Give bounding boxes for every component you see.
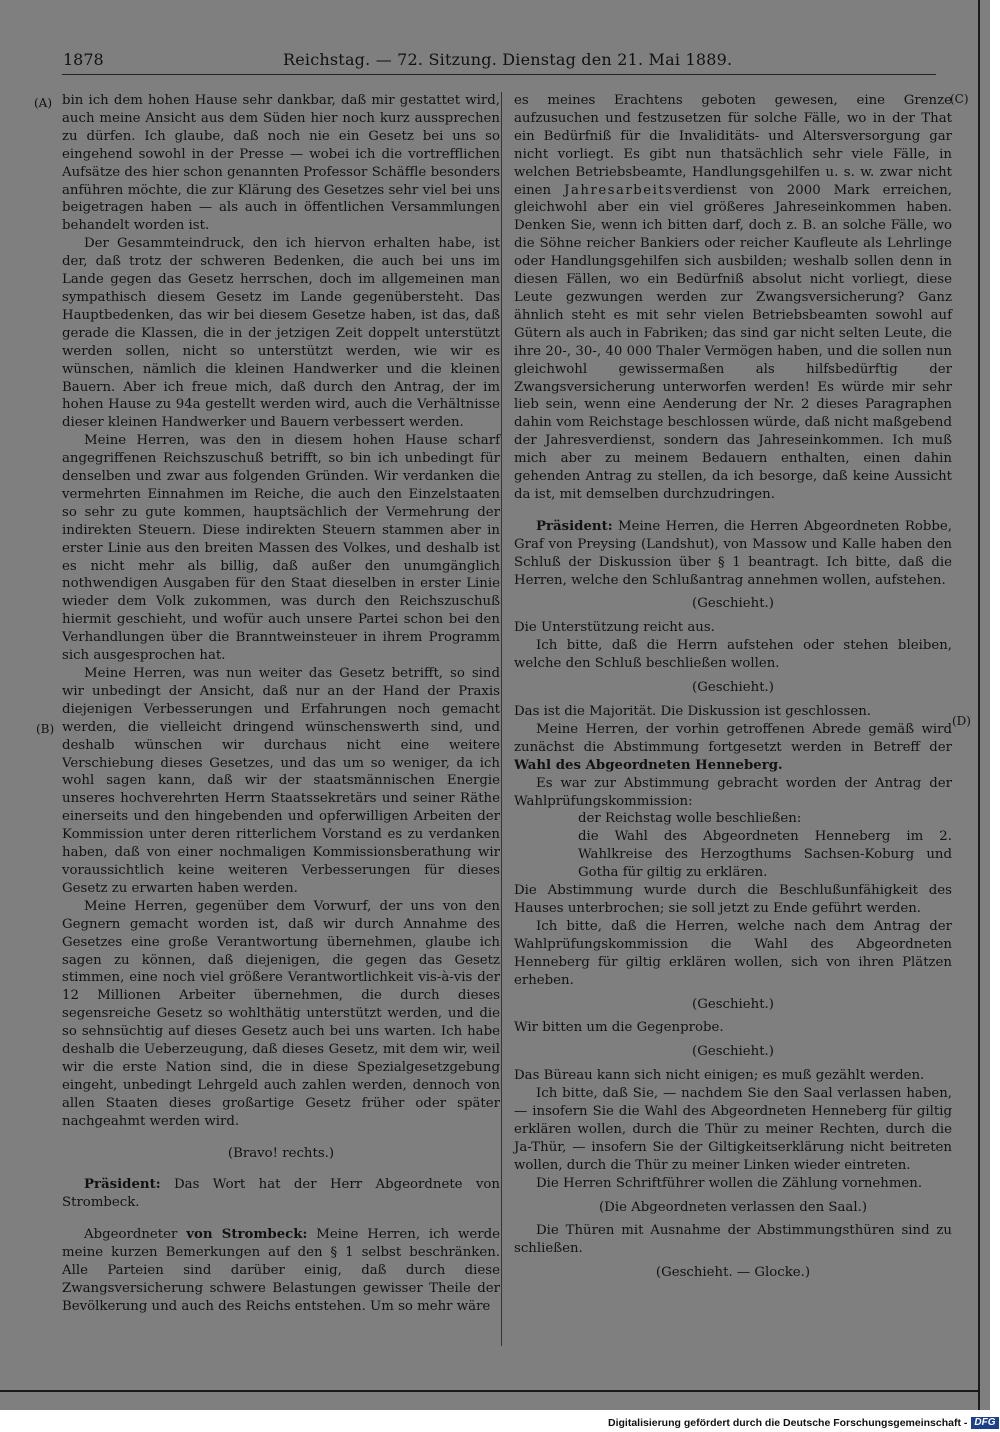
speaker-label: Präsident: [84,1177,161,1193]
paragraph: Die Thüren mit Ausnahme der Abstimmungsthüren sind zu schließen. [514,1223,952,1257]
paragraph: bin ich dem hohen Hause sehr dankbar, daß mir gestattet wird, auch meine Ansicht aus dem Süden hier noch kurz aussprechen zu dürfen. Ich glaube, daß noch nie ein Gesetz bei uns so eingehend sowohl in der Presse — wobei ich die vortrefflichen Aufsätze des hier schon genannten Professor Schäffle besonders anführen möchte, die zur Klärung des Gesetzes sehr viel bei uns beigetragen haben — als auch in öffentlichen Versammlungen behandelt worden ist. [62,93,500,234]
paragraph: Die Unterstützung reicht aus. [514,620,715,636]
page-number: 1878 [63,50,104,69]
dfg-logo: DFG [971,1417,998,1429]
header-title: Reichstag. — 72. Sitzung. Dienstag den 21. Mai 1889. [283,50,733,69]
digitization-footer [608,1416,996,1430]
paragraph: Meine Herren, was nun weiter das Gesetz betrifft, so sind wir unbedingt der Ansicht, daß nur an der Hand der Praxis diejenigen Verbesserungen und Erfahrungen noch gemacht werden, die vielleicht dringend wünschenswerth sind, und deshalb wünschen wir durchaus nicht eine weitere Verschiebung dieses Gesetzes, und das um so weniger, da ich wohl sagen kann, daß wir der staatsmännischen Energie unseres hochverehrten Herrn Staatssekretärs und seiner Räthe einerseits und den hingebenden und opferwilligen Arbeiten der Kommission unter deren ritterlichem Vorstand es zu verdanken haben, daß von einer nochmaligen Kommissionsberathung wir voraussichtlich keine weiteren Verbesserungen für dieses Gesetz zu erwarten haben werden. [62,666,500,896]
paragraph: Ich bitte, daß Sie, — nachdem Sie den Saal verlassen haben, — insofern Sie die Wahl des Abgeordneten Henneberg für giltig erklären wollen, durch die Thür zu meiner Rechten, durch die Ja-Thür, — insofern Sie der Giltigkeitserklärung nicht beitreten wollen, durch die Thür zu meiner Linken wieder eintreten. [514,1086,952,1173]
paragraph: Es war zur Abstimmung gebracht worden der Antrag der Wahlprüfungskommission: [514,775,952,809]
text-run: es meines Erachtens geboten gewesen, eine Grenze aufzusuchen und festzusetzen für solche Fälle, wo in der That ein Bedürfniß für die Invaliditäts- und Altersversorgung gar nicht vorliegt. Es gibt nun thatsächlich sehr viele Fälle, in welchen Betriebsbeamte, Handlungsgehilfen u. s. w. zwar nicht einen [514,93,952,198]
paragraph: Wir bitten um die Gegenprobe. [514,1020,724,1036]
stage-direction: (Geschieht.) [692,1044,774,1060]
speaker-statement [62,1226,500,1316]
margin-marker-d: (D) [952,714,971,728]
speaker-name: von Strombeck: [186,1227,308,1243]
margin-marker-c: (C) [950,92,969,106]
text-run: verdienst von 2000 Mark erreichen, gleichwohl aber ein viel größeres Jahreseinkommen haben. Denken Sie, wenn ich bitten darf, doch z. B. an solche Fälle, wo die Söhne reicher Bankiers oder reicher Kaufleute als Lehrlinge oder Handlungsgehilfen sich ausbilden; weshalb sollen denn in diesen Fällen, wo ein Bedürfniß absolut nicht vorliegt, diese Leute gezwungen werden zur Zwangsversicherung? Ganz ähnlich steht es mit sehr vielen Betriebsbeamten sowohl auf Gütern als auch in Fabriken; das sind gar nicht selten Leute, die ihre 20-, 30-, 40 000 Thaler Vermögen haben, und die sollen nun gleichwohl gewissermaßen als hilfsbedürftig der Zwangsversicherung unterworfen werden! Es würde mir sehr lieb sein, wenn eine Aenderung der Nr. 2 dieses Paragraphen dahin vom Reichstage beschlossen würde, daß nicht maßgebend der Jahresverdienst, sondern das Jahreseinkommen. Ich muß mich aber zu meinem Bedauern enthalten, einen dahin gehenden Antrag zu stellen, da ich besorge, daß keine Aussicht da ist, mit demselben durchzudringen. [514,182,952,502]
paragraph: Der Gesammteindruck, den ich hiervon erhalten habe, ist der, daß trotz der schweren Bedenken, die auch bei uns im Lande gegen das Gesetz herrschen, doch im allgemeinen man sympathisch diesem Gesetz im Lande gegenübersteht. Das Hauptbedenken, das wir bei diesem Gesetze haben, ist das, daß gerade die Klassen, die in der jetzigen Zeit doppelt unterstützt werden sollen, nicht so unterstützt werden, wie wir es wünschen, nämlich die kleinen Handwerker und die kleinen Bauern. Aber ich freue mich, daß durch den Antrag, der im hohen Hause zu 94a gestellt werden wird, auch die Verhältnisse dieser kleinen Handwerker und Bauern verbessert werden. [62,236,500,431]
column-divider [501,92,502,1346]
president-statement [62,1176,500,1212]
stage-direction: (Geschieht.) [692,596,774,612]
paragraph: Ich bitte, daß die Herren, welche nach dem Antrag der Wahlprüfungskommission die Wahl des Abgeordneten Henneberg für giltig erklären wollen, sich von ihren Plätzen erheben. [514,918,952,988]
paragraph [514,721,952,775]
margin-marker-b: (B) [36,722,55,736]
paragraph [514,92,952,504]
footer-text: Digitalisierung gefördert durch die Deutsche Forschungsgemeinschaft - [608,1417,968,1429]
page-right-edge [978,0,980,1410]
motion-quote: der Reichstag wolle beschließen: [578,811,802,827]
section-heading: Wahl des Abgeordneten Henneberg. [514,757,783,773]
stage-direction: (Bravo! rechts.) [227,1145,335,1161]
stage-direction: (Geschieht. — Glocke.) [655,1265,811,1281]
stage-direction: (Die Abgeordneten verlassen den Saal.) [598,1199,868,1215]
speaker-prefix: Abgeordneter [84,1227,178,1243]
page-header [63,50,931,72]
paragraph: Die Abstimmung wurde durch die Beschlußunfähigkeit des Hauses unterbrochen; sie soll jetzt zu Ende geführt werden. [514,883,952,916]
paragraph: Ich bitte, daß die Herrn aufstehen oder stehen bleiben, welche den Schluß beschließen wollen. [514,638,952,672]
motion-quote: die Wahl des Abgeordneten Henneberg im 2. Wahlkreise des Herzogthums Sachsen-Koburg und Gotha für giltig zu erklären. [578,829,952,881]
statement-text: Meine Herren, ich werde meine kurzen Bemerkungen auf den § 1 selbst beschränken. Alle Parteien sind darüber einig, daß durch diese Zwangsversicherung schwere Belastungen gewisser Theile der Bevölkerung und auch des Reichs entstehen. Um so mehr wäre [62,1227,500,1314]
header-rule [62,74,936,75]
stage-direction: (Geschieht.) [692,996,774,1012]
left-column [62,92,500,1316]
paragraph: Die Herren Schriftführer wollen die Zählung vornehmen. [536,1175,923,1191]
paragraph: Meine Herren, gegenüber dem Vorwurf, der uns von den Gegnern gemacht worden ist, daß wir durch Annahme des Gesetzes eine große Verantwortung übernehmen, glaube ich sagen zu können, daß diejenigen, die gegen das Gesetz stimmen, eine noch viel größere Verantwortlichkeit vis-à-vis der 12 Millionen Arbeiter übernehmen, die durch dieses segensreiche Gesetz so wohlthätig unterstützt werden, und die so sehnsüchtig auf dieses Gesetz auch bei uns warten. Ich habe deshalb die Ueberzeugung, daß dieses Gesetz, mit dem wir, weil wir die erste Nation sind, die in diese Spezialgesetzgebung eingeht, unbedingt Lehrgeld auch zahlen werden, dennoch von allen Staaten dieses großartige Gesetz früher oder später nachgeahmt werden wird. [62,898,500,1129]
stage-direction: (Geschieht.) [692,680,774,696]
speaker-label: Präsident: [536,518,613,534]
paragraph: Meine Herren, was den in diesem hohen Hause scharf angegriffenen Reichszuschuß betrifft, so bin ich unbedingt für denselben und zwar aus folgenden Gründen. Wir verdanken die vermehrten Einnahmen im Reiche, die auch den Einzelstaaten so sehr zu gute kommen, hauptsächlich der Vermehrung der indirekten Steuern. Diese indirekten Steuern stammen aber in erster Linie aus den breiten Massen des Volkes, und deshalb ist es nicht mehr als billig, daß außer den unumgänglich nothwendigen Ausgaben für den Staat dieselben in erster Linie wieder dem Volk zukommen, was durch den Reichszuschuß hiermit geschieht, und wofür auch unsere Partei schon bei den Verhandlungen über die Branntweinsteuer in ihrem Programm sich ausgesprochen hat. [62,433,500,664]
spaced-word: Jahresarbeits [564,182,674,198]
paragraph: Das Büreau kann sich nicht einigen; es muß gezählt werden. [514,1068,925,1084]
right-column [514,92,952,1288]
margin-marker-a: (A) [34,96,53,110]
text-run: Meine Herren, der vorhin getroffenen Abrede gemäß wird zunächst die Abstimmung fortgesetzt werden in Betreff der [514,721,952,755]
president-statement [514,518,952,590]
paragraph: Das ist die Majorität. Die Diskussion ist geschlossen. [514,704,871,719]
statement-text: Das Wort hat der Herr Abgeordnete von Strombeck. [62,1177,500,1211]
page-bottom-edge [0,1390,980,1392]
statement-text: Meine Herren, die Herren Abgeordneten Robbe, Graf von Preysing (Landshut), von Massow und Kalle haben den Schluß der Diskussion über § 1 beantragt. Ich bitte, daß die Herren, welche den Schlußantrag annehmen wollen, aufstehen. [514,518,952,588]
